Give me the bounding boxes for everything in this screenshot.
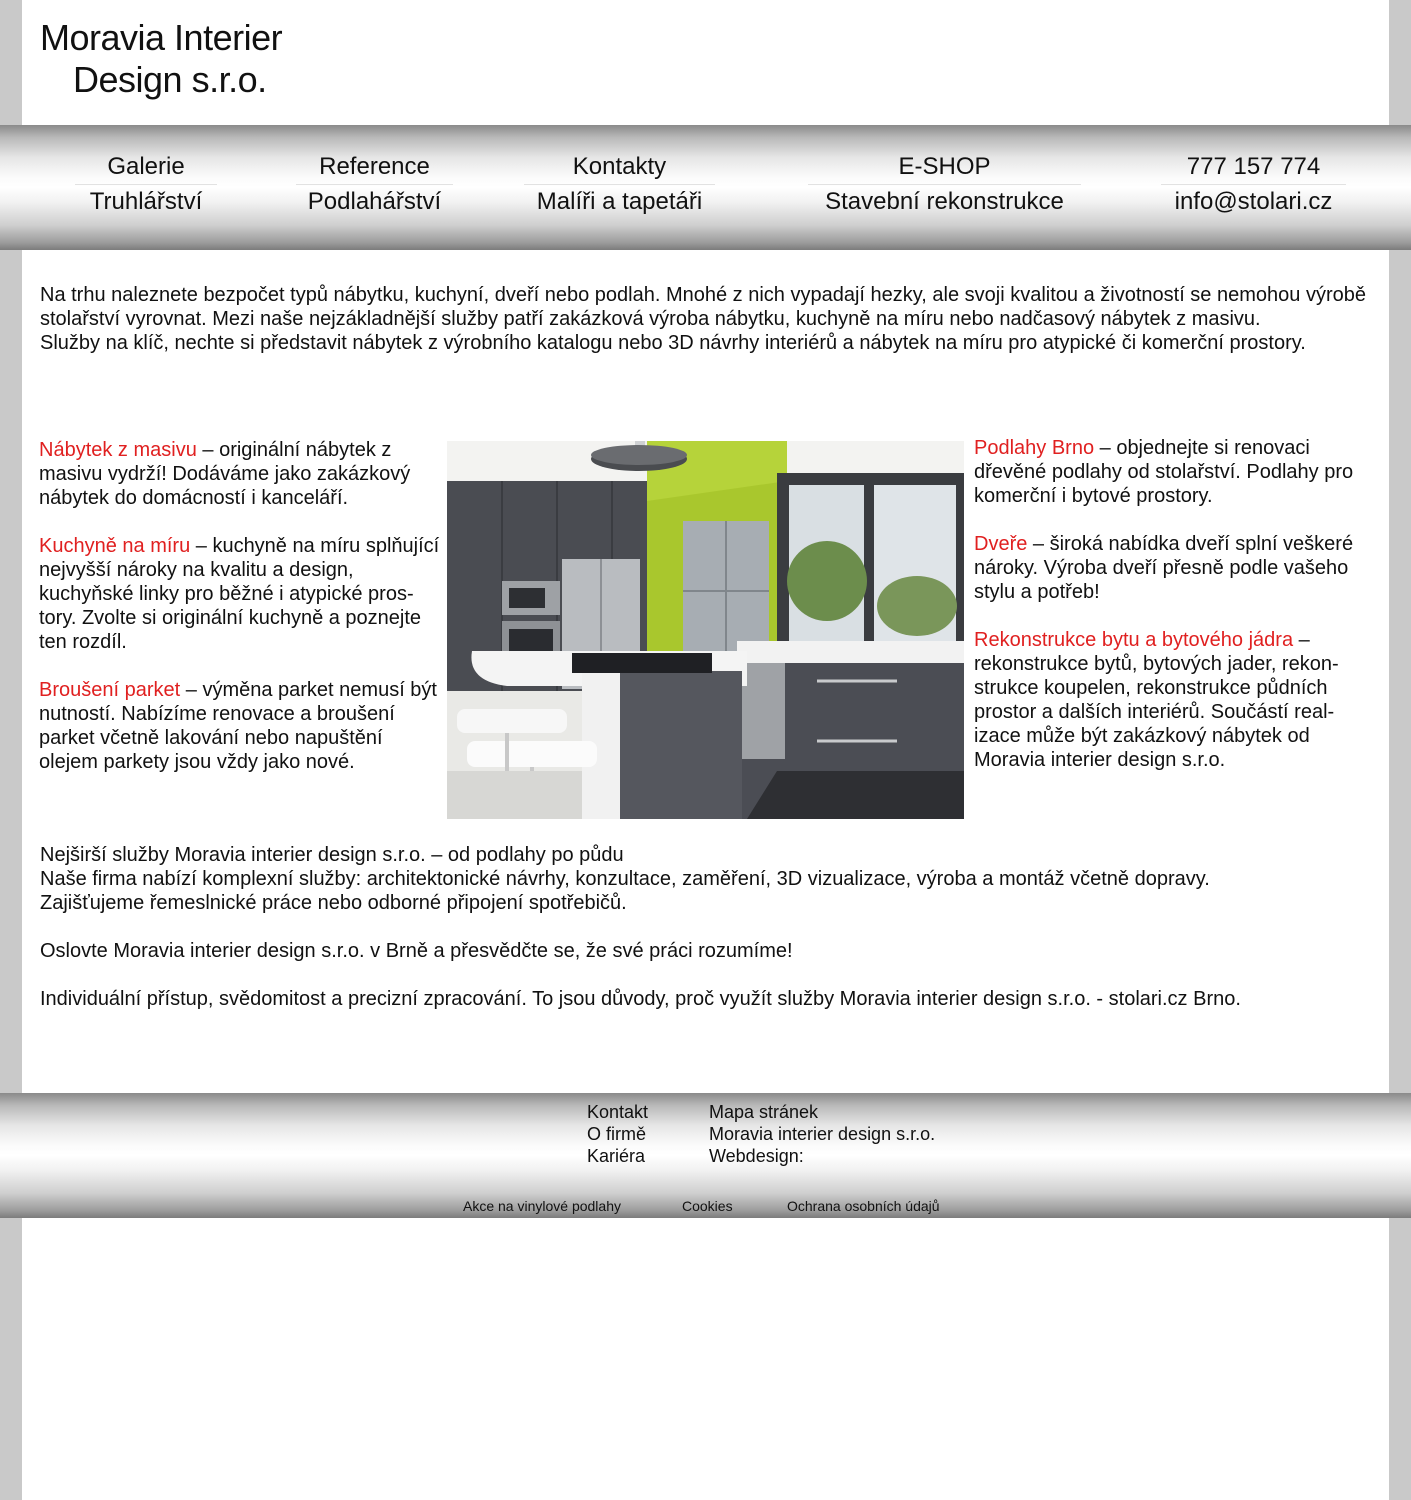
body-line-4: Oslovte Moravia interier design s.r.o. v Brně a přesvědčte se, že své práci rozumíme! xyxy=(40,940,793,962)
intro-text xyxy=(40,283,1370,355)
nav-column-4 xyxy=(808,151,1081,218)
nav-link-kontakty[interactable]: Kontakty xyxy=(524,151,715,185)
service-item-nabytek xyxy=(39,438,444,510)
service-desc-brouseni: – výměna parket nemusí být nutností. Nabízíme renovace a broušení parket včetně lakování nebo napuštění olejem parkety jsou vždy jako nové. xyxy=(39,679,437,773)
kitchen-illustration xyxy=(447,441,964,819)
footer-link-webdesign[interactable]: Webdesign: xyxy=(709,1146,804,1166)
footer-link-kariera[interactable]: Kariéra xyxy=(587,1146,646,1166)
service-desc-nabytek: – originální nábytek z masivu vydrží! Dodáváme jako zakázkový nábytek do domácností i kanceláří. xyxy=(39,439,411,509)
service-item-dvere xyxy=(974,532,1370,604)
service-link-brouseni-parket[interactable]: Broušení parket xyxy=(39,679,181,701)
nav-column-2 xyxy=(296,151,453,218)
service-desc-rekonstrukce: – rekonstrukce bytů, bytových jader, rekonstrukce koupelen, rekonstrukce půdních prostor a dalších interiérů. Součástí realizace může být zakázkový nábytek od Moravia interier design s.r.o. xyxy=(974,629,1339,771)
nav-link-stavebni-rekonstrukce[interactable]: Stavební rekonstrukce xyxy=(825,188,1064,215)
nav-link-galerie[interactable]: Galerie xyxy=(75,151,217,185)
footer-link-kontakt[interactable]: Kontakt xyxy=(587,1102,649,1122)
footer-link-akce-vinylove-podlahy[interactable]: Akce na vinylové podlahy xyxy=(463,1198,621,1214)
services-right-column xyxy=(974,436,1370,796)
site-logo[interactable] xyxy=(40,18,320,102)
body-line-3: Zajišťujeme řemeslnické práce nebo odborné připojení spotřebičů. xyxy=(40,892,627,914)
spacer xyxy=(40,915,1370,939)
footer-link-cookies[interactable]: Cookies xyxy=(682,1198,733,1214)
footer-link-o-firme[interactable]: O firmě xyxy=(587,1124,647,1144)
nav-link-podlaharstvi[interactable]: Podlahářství xyxy=(307,188,442,215)
nav-link-reference[interactable]: Reference xyxy=(296,151,453,185)
nav-link-truhlarstvi[interactable]: Truhlářství xyxy=(89,188,203,215)
service-link-kuchyne-na-miru[interactable]: Kuchyně na míru xyxy=(39,535,191,557)
footer-link-company[interactable]: Moravia interier design s.r.o. xyxy=(709,1124,936,1144)
site-footer xyxy=(0,1093,1411,1218)
company-description xyxy=(40,843,1370,1011)
footer-bottom-link-3 xyxy=(787,1197,940,1215)
service-desc-kuchyne: – kuchyně na míru splňující nejvyšší nároky na kvalitu a design, kuchyňské linky pro běžné i atypické prostory. Zvolte si originální kuchyně a poznejte ten rozdíl. xyxy=(39,535,440,653)
logo-line-1: Moravia Interier xyxy=(40,17,283,58)
footer-column-2 xyxy=(709,1101,935,1167)
logo-line-2: Design s.r.o. xyxy=(73,59,267,100)
body-line-1: Nejširší služby Moravia interier design s.r.o. – od podlahy po půdu xyxy=(40,844,624,866)
footer-bottom-link-2 xyxy=(682,1197,733,1215)
nav-column-1 xyxy=(75,151,217,218)
footer-link-ochrana-udaju[interactable]: Ochrana osobních údajů xyxy=(787,1198,940,1214)
service-link-podlahy-brno[interactable]: Podlahy Brno xyxy=(974,437,1095,459)
footer-column-1 xyxy=(587,1101,648,1167)
service-item-podlahy xyxy=(974,436,1370,508)
spacer xyxy=(40,963,1370,987)
service-desc-dvere: – široká nabídka dveří splní veškeré nároky. Výroba dveří přesně podle vašeho stylu a potřeb! xyxy=(974,533,1354,603)
service-item-rekonstrukce xyxy=(974,628,1370,772)
service-item-brouseni xyxy=(39,678,444,774)
nav-column-5 xyxy=(1161,151,1346,218)
footer-bottom-link-1 xyxy=(463,1197,621,1215)
nav-link-phone[interactable]: 777 157 774 xyxy=(1161,151,1346,185)
service-link-dvere[interactable]: Dveře xyxy=(974,533,1028,555)
nav-column-3 xyxy=(524,151,715,218)
kitchen-photo xyxy=(447,441,964,819)
body-line-5: Individuální přístup, svědomitost a precizní zpracování. To jsou důvody, proč využít služby Moravia interier design s.r.o. - stolari.cz Brno. xyxy=(40,988,1241,1010)
intro-paragraph-1: Na trhu naleznete bezpočet typů nábytku, kuchyní, dveří nebo podlah. Mnohé z nich vypadají hezky, ale svoji kvalitou a životností se nemohou výrobě stolařství vyrovnat. Mezi naše nejzákladnější služby patří zakázková výroba nábytku, kuchyně na míru nebo nadčasový nábytek z masivu. xyxy=(40,284,1366,330)
footer-link-mapa-stranek[interactable]: Mapa stránek xyxy=(709,1102,819,1122)
nav-link-malири-tapetari[interactable]: Malíři a tapetáři xyxy=(536,188,703,215)
service-link-nabytek-z-masivu[interactable]: Nábytek z masivu xyxy=(39,439,197,461)
body-line-2: Naše firma nabízí komplexní služby: architektonické návrhy, konzultace, zaměření, 3D vizualizace, výroba a montáž včetně dopravy. xyxy=(40,868,1210,890)
nav-link-email[interactable]: info@stolari.cz xyxy=(1174,188,1333,215)
service-link-rekonstrukce-bytu[interactable]: Rekonstrukce bytu a bytového jádra xyxy=(974,629,1294,651)
services-left-column xyxy=(39,438,444,798)
nav-link-eshop[interactable]: E-SHOP xyxy=(808,151,1081,185)
service-item-kuchyne xyxy=(39,534,444,654)
main-navigation xyxy=(0,125,1411,250)
service-desc-podlahy: – objednejte si renovaci dřevěné podlahy od stolařství. Podlahy pro komerční i bytové prostory. xyxy=(974,437,1354,507)
intro-paragraph-2: Služby na klíč, nechte si představit nábytek z výrobního katalogu nebo 3D návrhy interiérů a nábytek na míru pro atypické či komerční prostory. xyxy=(40,332,1306,354)
